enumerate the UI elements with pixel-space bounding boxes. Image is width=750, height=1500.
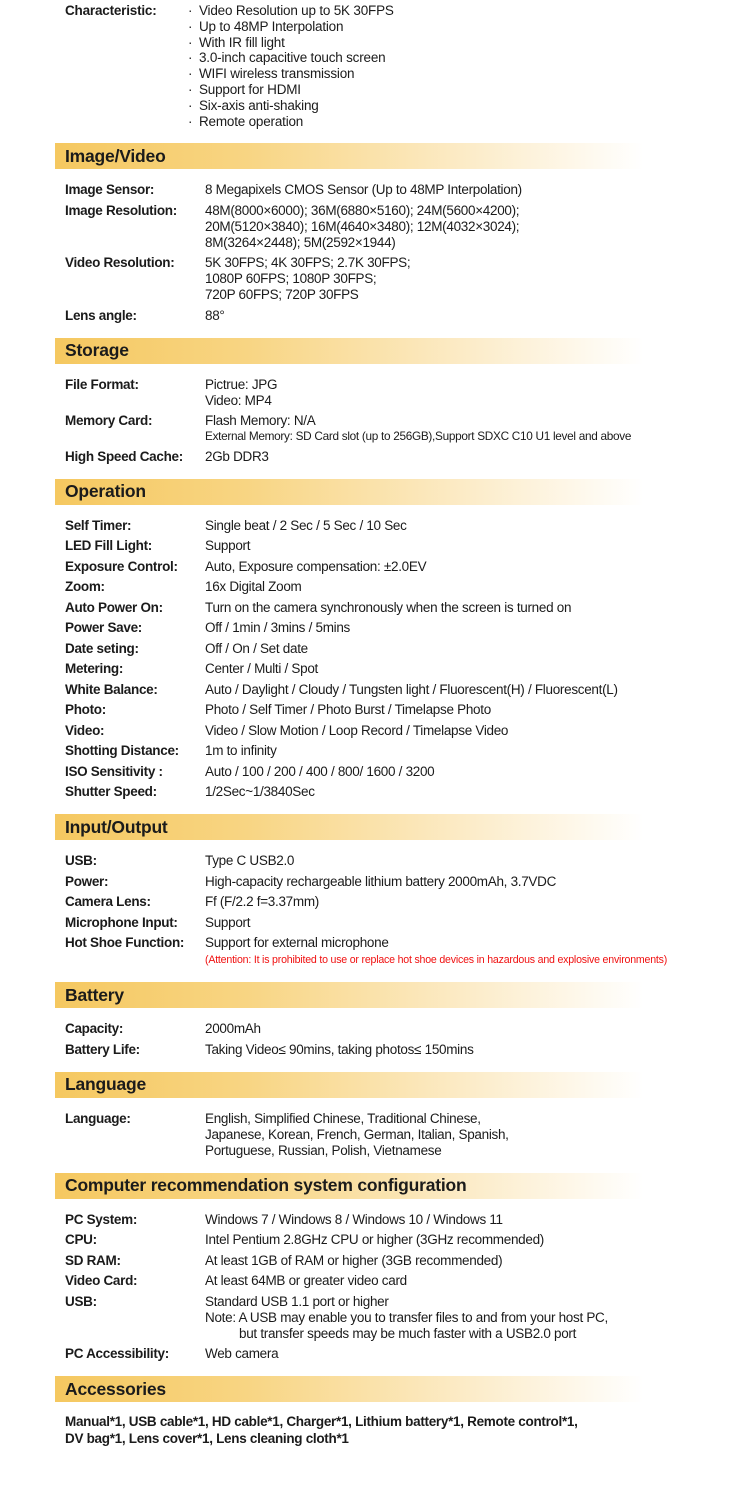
spec-row [55,518,695,534]
row-value-line: External Memory: SD Card slot (up to 256GB),Support SDXC C10 U1 level and above [205,429,632,444]
row-label: Auto Power On: [65,599,163,615]
row-label: Lens angle: [65,307,137,323]
section-rows [55,182,695,324]
row-values [205,764,695,780]
accessories-text [55,1414,695,1447]
row-value-line: Flash Memory: N/A [205,413,316,429]
row-value-line: Windows 7 / Windows 8 / Windows 10 / Windows 11 [205,1211,503,1227]
characteristic-bullet-list [188,3,695,129]
row-value-line: 20M(5120×3840); 16M(4640×3480); 12M(4032×3024); [205,218,520,234]
spec-row [55,935,695,968]
row-values [205,203,695,251]
spec-row [55,579,695,595]
row-value-line: High-capacity rechargeable lithium battery 2000mAh, 3.7VDC [205,873,557,889]
bullet-text: With IR fill light [199,34,285,50]
row-label: File Format: [65,376,139,392]
spec-row [55,853,695,869]
row-value-line: Center / Multi / Spot [205,661,318,677]
row-value-line: Auto / Daylight / Cloudy / Tungsten light / Fluorescent(H) / Fluorescent(L) [205,681,618,697]
row-value-line: 2Gb DDR3 [205,448,269,464]
row-value-line: At least 1GB of RAM or higher (3GB recommended) [205,1252,503,1268]
row-label: PC System: [65,1211,138,1227]
spec-row [55,600,695,616]
bullet-text: Support for HDMI [199,81,301,97]
row-label: Image Sensor: [65,182,155,198]
row-values [205,559,695,575]
row-values [205,894,695,910]
section-rows [55,853,695,968]
row-value-line: 16x Digital Zoom [205,579,302,595]
section-accessories [55,1376,695,1447]
section-header [55,338,695,364]
bullet-dot-icon: · [188,97,193,113]
section-header [55,143,695,169]
row-label: Metering: [65,661,124,677]
row-value-line: At least 64MB or greater video card [205,1273,407,1289]
spec-row [55,764,695,780]
spec-row [55,682,695,698]
row-value-line: Auto / 100 / 200 / 400 / 800/ 1600 / 3200 [205,763,435,779]
characteristic-bullet [188,35,695,51]
section-title: Operation [65,481,146,502]
row-label: Memory Card: [65,413,153,429]
spec-row [55,255,695,303]
section-rows [55,1111,695,1159]
characteristic-bullet [188,19,695,35]
row-value-line: Turn on the camera synchronously when the screen is turned on [205,599,572,615]
row-values [205,723,695,739]
row-value-line: Taking Video≤ 90mins, taking photos≤ 150mins [205,1041,474,1057]
row-label: Hot Shoe Function: [65,935,185,951]
row-value-line: Photo / Self Timer / Photo Burst / Timelapse Photo [205,702,491,718]
row-value-line: Auto, Exposure compensation: ±2.0EV [205,558,427,574]
row-value-line: but transfer speeds may be much faster with a USB2.0 port [239,1325,577,1341]
row-value-line: 1/2Sec~1/3840Sec [205,784,315,800]
row-value-line: 48M(8000×6000); 36M(6880×5160); 24M(5600×4200); [205,202,520,218]
row-values [205,579,695,595]
section-title: Battery [65,984,124,1005]
spec-section [55,814,695,968]
row-label: Photo: [65,702,106,718]
spec-row [55,874,695,890]
row-label: Power: [65,873,109,889]
row-label: Self Timer: [65,517,132,533]
row-values [205,518,695,534]
row-values [205,600,695,616]
row-values [205,915,695,931]
row-values [205,784,695,800]
spec-row [55,1273,695,1289]
section-rows [55,1021,695,1058]
spec-row [55,784,695,800]
section-title: Language [65,1074,147,1095]
section-header [55,982,695,1008]
spec-row [55,661,695,677]
row-label: USB: [65,1293,97,1309]
row-value-line: 2000mAh [205,1021,261,1037]
spec-section [55,982,695,1058]
row-value-line: Intel Pentium 2.8GHz CPU or higher (3GHz recommended) [205,1232,544,1248]
spec-row [55,1021,695,1037]
row-values [205,377,695,409]
row-values [205,1253,695,1269]
row-values [205,308,695,324]
row-value-line: Japanese, Korean, French, German, Italian, Spanish, [205,1126,509,1142]
row-label: Image Resolution: [65,202,177,218]
row-label: Shutter Speed: [65,784,157,800]
row-values [205,743,695,759]
section-title: Computer recommendation system configuration [65,1175,467,1196]
row-value-line: Video / Slow Motion / Loop Record / Timelapse Video [205,722,509,738]
row-label: Camera Lens: [65,894,151,910]
bullet-dot-icon: · [188,113,193,129]
characteristic-bullet [188,3,695,19]
row-label: Capacity: [65,1021,124,1037]
row-values [205,661,695,677]
spec-section [55,143,695,324]
spec-row [55,1294,695,1342]
row-values [205,255,695,303]
spec-section [55,338,695,465]
row-values [205,1346,695,1362]
row-label: Zoom: [65,579,105,595]
row-value-line: Off / On / Set date [205,640,308,656]
bullet-text: Remote operation [199,113,304,129]
row-label: Video Card: [65,1273,138,1289]
row-label: SD RAM: [65,1252,121,1268]
row-value-line: Support [205,538,251,554]
row-value-line: 1m to infinity [205,743,277,759]
section-header [55,814,695,840]
row-values [205,682,695,698]
section-rows [55,377,695,465]
spec-row [55,1232,695,1248]
row-value-line: Single beat / 2 Sec / 5 Sec / 10 Sec [205,517,407,533]
row-label: White Balance: [65,681,158,697]
bullet-dot-icon: · [188,50,193,66]
row-values [205,874,695,890]
row-values [205,1273,695,1289]
row-value-line: Support for external microphone [205,935,389,951]
characteristic-block [55,3,695,129]
spec-section [55,1072,695,1159]
bullet-text: 3.0-inch capacitive touch screen [199,50,386,66]
spec-row [55,1212,695,1228]
spec-row [55,1042,695,1058]
row-values [205,1294,695,1342]
accessories-line: DV bag*1, Lens cover*1, Lens cleaning cloth*1 [65,1430,349,1446]
row-values [205,641,695,657]
accessories-line: Manual*1, USB cable*1, HD cable*1, Charger*1, Lithium battery*1, Remote control*1, [65,1414,578,1430]
row-values [205,182,695,198]
bullet-text: Up to 48MP Interpolation [199,18,344,34]
spec-row [55,1346,695,1362]
bullet-dot-icon: · [188,81,193,97]
spec-row [55,182,695,198]
characteristic-bullet [188,98,695,114]
row-value-line: 8 Megapixels CMOS Sensor (Up to 48MP Interpolation) [205,182,522,198]
spec-sections [55,143,695,1362]
spec-row [55,203,695,251]
section-title: Image/Video [65,145,166,166]
spec-section [55,1173,695,1363]
row-label: Microphone Input: [65,914,178,930]
row-values [205,449,695,465]
spec-row [55,723,695,739]
spec-row [55,1253,695,1269]
bullet-text: Video Resolution up to 5K 30FPS [199,3,394,18]
row-values [205,620,695,636]
row-label: High Speed Cache: [65,448,183,464]
bullet-text: WIFI wireless transmission [199,66,355,82]
bullet-dot-icon: · [188,18,193,34]
spec-row [55,743,695,759]
section-title: Accessories [65,1378,166,1399]
row-label: Video Resolution: [65,255,175,271]
spec-row [55,559,695,575]
spec-row [55,449,695,465]
row-value-line: 720P 60FPS; 720P 30FPS [205,287,359,303]
row-label: Power Save: [65,620,142,636]
spec-row [55,894,695,910]
characteristic-bullet [188,50,695,66]
characteristic-bullet [188,66,695,82]
row-value-line: 5K 30FPS; 4K 30FPS; 2.7K 30FPS; [205,255,411,271]
row-label: Shotting Distance: [65,743,179,759]
section-rows [55,1212,695,1363]
characteristic-bullet [188,114,695,130]
row-value-line: Note: A USB may enable you to transfer files to and from your host PC, [205,1309,608,1325]
row-label: ISO Sensitivity : [65,763,163,779]
section-rows [55,518,695,801]
spec-row [55,413,695,444]
spec-row [55,641,695,657]
row-values [205,1232,695,1248]
row-label: PC Accessibility: [65,1346,169,1362]
row-label: Video: [65,722,105,738]
row-values [205,935,695,968]
row-value-line: English, Simplified Chinese, Traditional Chinese, [205,1110,481,1126]
row-label: CPU: [65,1232,97,1248]
spec-row [55,377,695,409]
spec-row [55,538,695,554]
row-values [205,702,695,718]
row-label: LED Fill Light: [65,538,152,554]
row-label: Language: [65,1110,131,1126]
section-header [55,1072,695,1098]
characteristic-bullet [188,82,695,98]
row-value-line: Standard USB 1.1 port or higher [205,1293,389,1309]
row-values [205,413,695,444]
row-label: Battery Life: [65,1041,140,1057]
row-value-line: Off / 1min / 3mins / 5mins [205,620,350,636]
section-header [55,1173,695,1199]
row-value-line: Support [205,914,251,930]
spec-row [55,308,695,324]
row-label: USB: [65,853,97,869]
row-value-line: 88° [205,307,225,323]
spec-row [55,915,695,931]
spec-row [55,1111,695,1159]
row-values [205,538,695,554]
spec-row [55,620,695,636]
row-value-line: Web camera [205,1346,279,1362]
section-title: Storage [65,340,129,361]
row-value-line: 1080P 60FPS; 1080P 30FPS; [205,271,377,287]
bullet-dot-icon: · [188,34,193,50]
row-value-line: Pictrue: JPG [205,376,278,392]
row-values [205,1111,695,1159]
row-values [205,1212,695,1228]
row-values [205,1042,695,1058]
row-value-line: (Attention: It is prohibited to use or replace hot shoe devices in hazardous and explosive environments) [205,954,668,967]
section-header [55,479,695,505]
row-value-line: Video: MP4 [205,392,272,408]
row-values [205,1021,695,1037]
spec-section [55,479,695,801]
characteristic-label: Characteristic: [65,3,157,18]
bullet-text: Six-axis anti-shaking [199,97,319,113]
row-value-line: 8M(3264×2448); 5M(2592×1944) [205,234,396,250]
section-header [55,1376,695,1402]
bullet-dot-icon: · [188,66,193,82]
row-value-line: Type C USB2.0 [205,853,295,869]
section-title: Input/Output [65,816,168,837]
row-label: Date seting: [65,640,139,656]
row-values [205,853,695,869]
row-value-line: Portuguese, Russian, Polish, Vietnamese [205,1142,442,1158]
bullet-dot-icon: · [188,3,193,18]
row-value-line: Ff (F/2.2 f=3.37mm) [205,894,319,910]
spec-row [55,702,695,718]
row-label: Exposure Control: [65,558,178,574]
